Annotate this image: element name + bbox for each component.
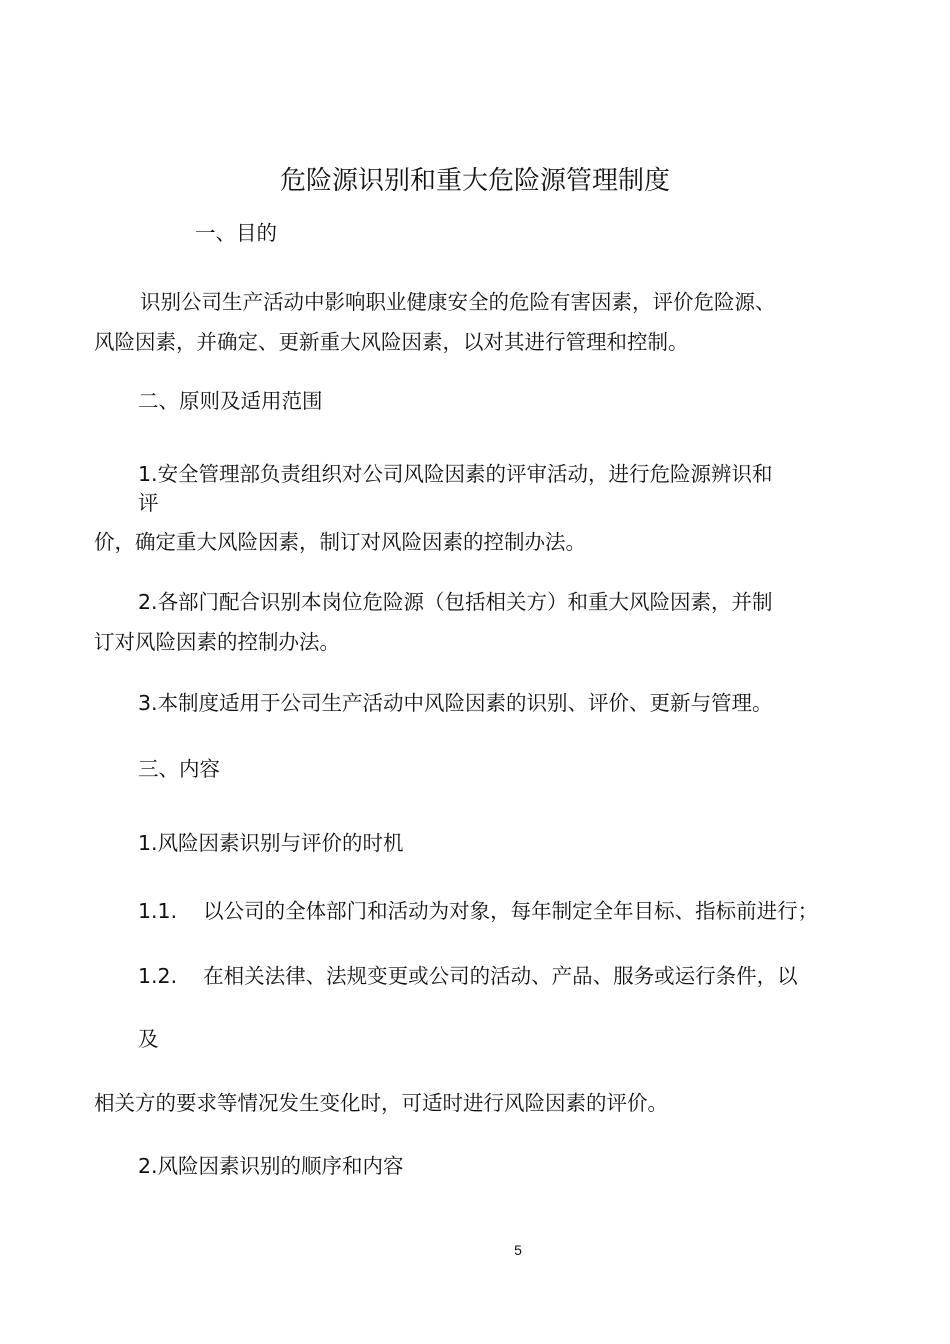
content-item-2-number: 2. [138,1154,158,1178]
scope-item-2-line-1 [138,592,773,613]
scope-item-1-text: 安全管理部负责组织对公司风险因素的评审活动，进行危险源辨识和 [157,462,773,486]
section-heading-content: 三、内容 [138,757,220,781]
content-item-1-2-line-1 [138,966,798,987]
content-item-1-1 [138,901,818,922]
content-item-1-text: 风险因素识别与评价的时机 [157,831,404,855]
section-heading-scope: 二、原则及适用范围 [138,389,323,413]
content-item-1-2-line-2: 及 [138,1027,159,1051]
scope-item-3 [138,693,773,714]
scope-item-2-text: 各部门配合识别本岗位危险源（包括相关方）和重大风险因素，并制 [157,590,773,614]
content-item-1-2-number: 1.2. [138,964,178,988]
content-item-1-1-number: 1.1. [138,899,178,923]
scope-item-3-text: 本制度适用于公司生产活动中风险因素的识别、评价、更新与管理。 [157,691,773,715]
content-item-2-text: 风险因素识别的顺序和内容 [157,1154,404,1178]
content-item-1-1-text: 以公司的全体部门和活动为对象，每年制定全年目标、指标前进行； [203,899,819,923]
content-item-1 [138,833,404,854]
scope-item-2-line-2: 订对风险因素的控制办法。 [94,630,340,654]
scope-item-1-number: 1. [138,462,158,486]
content-item-1-2-text: 在相关法律、法规变更或公司的活动、产品、服务或运行条件，以 [203,964,798,988]
content-item-2 [138,1156,404,1177]
content-item-1-2-line-3: 相关方的要求等情况发生变化时，可适时进行风险因素的评价。 [94,1091,668,1115]
page-number: 5 [514,1242,522,1258]
section-heading-purpose: 一、目的 [195,221,277,245]
purpose-line-1: 识别公司生产活动中影响职业健康安全的危险有害因素，评价危险源、 [140,290,776,314]
scope-item-2-number: 2. [138,590,158,614]
page-title: 危险源识别和重大危险源管理制度 [279,166,670,196]
purpose-line-2: 风险因素，并确定、更新重大风险因素，以对其进行管理和控制。 [94,330,689,354]
scope-item-3-number: 3. [138,691,158,715]
scope-item-1-line-2: 评 [138,491,159,515]
scope-item-1-line-3: 价，确定重大风险因素，制订对风险因素的控制办法。 [94,530,586,554]
content-item-1-number: 1. [138,831,158,855]
scope-item-1-line-1 [138,464,773,485]
